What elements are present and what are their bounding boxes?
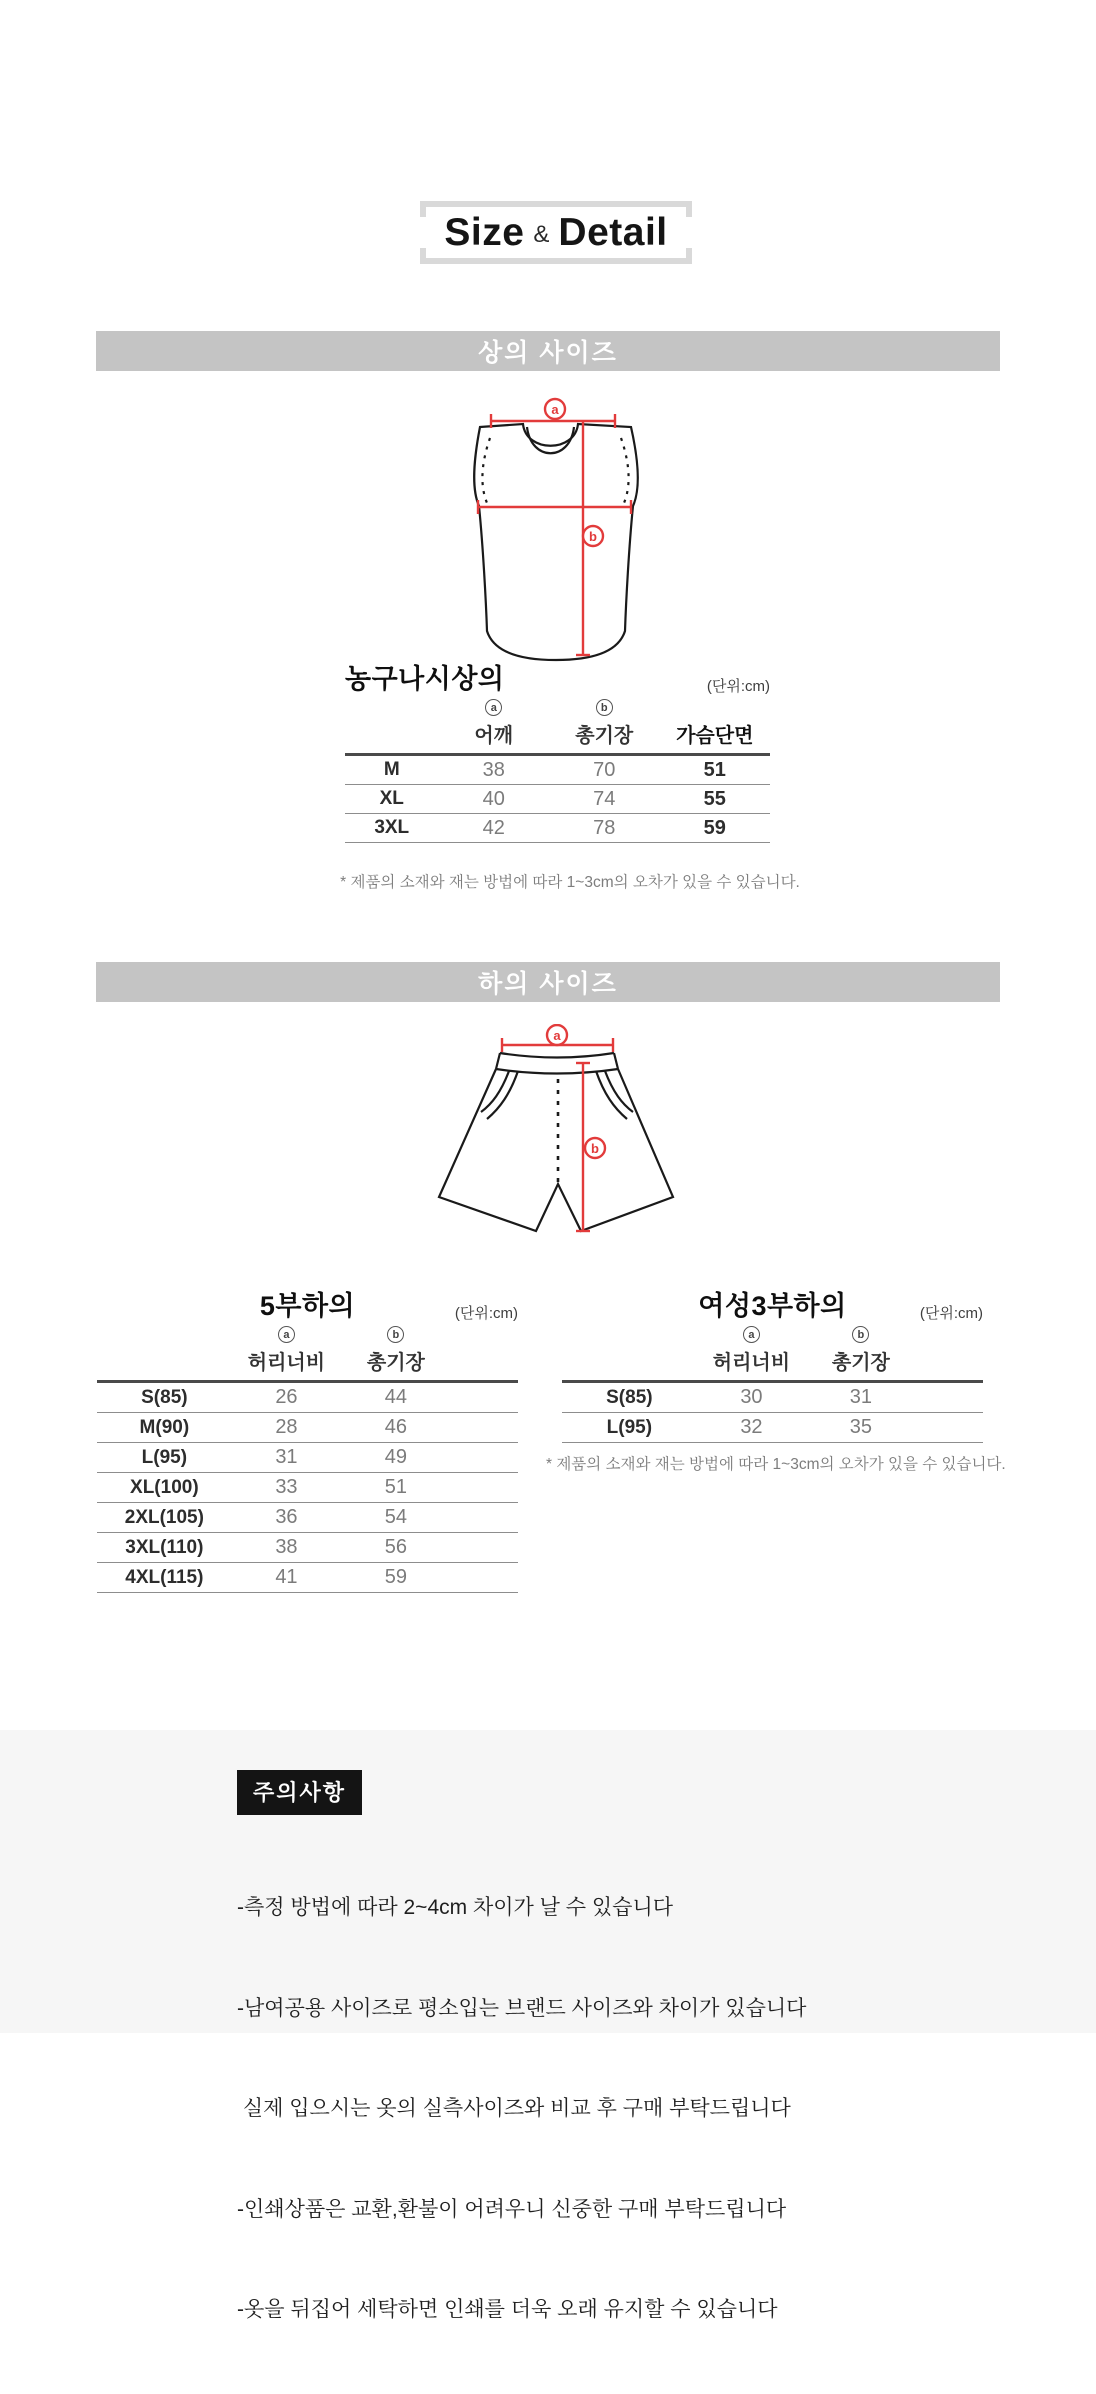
shorts-5bu-table [97,1284,518,1593]
col-a-mark: a [743,1326,760,1343]
col-a-mark: a [278,1326,295,1343]
col-b-label: 총기장 [831,1352,890,1374]
top-table-header [345,657,770,699]
size-note-bottom: * 제품의 소재와 재는 방법에 따라 1~3cm의 오차가 있을 수 있습니다. [546,1456,1006,1473]
table-row: M 38 70 51 [345,756,770,785]
tank-measure-lines [478,399,631,655]
notice-line: 실제 입으시는 옷의 실측사이즈와 비교 후 구매 부탁드립니다 [237,2097,791,2120]
col-b-mark: b [387,1326,404,1343]
page-title-size: Size [444,210,525,254]
page-title [420,201,692,264]
table-row: 4XL(115) 41 59 [97,1563,518,1593]
notice-lines [237,1824,806,2394]
left-table-header [97,1284,518,1326]
bottom-size-banner: 하의 사이즈 [96,962,1000,1002]
right-table-unit: (단위:cm) [919,1305,983,1322]
col-a-label: 허리너비 [247,1352,326,1374]
left-table-title: 5부하의 [259,1291,356,1321]
col-b-mark: b [596,699,613,716]
shorts-outline [439,1053,673,1231]
table-row: 3XL 42 78 59 [345,814,770,843]
col-b-mark: b [852,1326,869,1343]
top-table-columns [345,699,770,756]
table-row: XL 40 74 55 [345,785,770,814]
measure-b-label: b [591,1141,599,1156]
table-row: 2XL(105) 36 54 [97,1503,518,1533]
right-table-title: 여성3부하의 [698,1291,847,1321]
top-table-title: 농구나시상의 [345,664,505,694]
page-title-frame [420,201,692,264]
table-row: L(95) 31 49 [97,1443,518,1473]
col-a-mark: a [485,699,502,716]
shorts-diagram [433,1024,681,1236]
measure-a-label: a [553,1028,561,1043]
col-b-label: 총기장 [366,1352,425,1374]
top-size-banner: 상의 사이즈 [96,331,1000,371]
left-table-unit: (단위:cm) [454,1305,518,1322]
tank-top-diagram [468,396,652,672]
col-b-label: 총기장 [575,725,634,747]
tank-outline [474,424,638,660]
measure-b-label: b [589,529,597,544]
notice-line: -옷을 뒤집어 세탁하면 인쇄를 더욱 오래 유지할 수 있습니다 [237,2298,778,2321]
notice-badge: 주의사항 [237,1770,362,1815]
table-row: 3XL(110) 38 56 [97,1533,518,1563]
table-row: S(85) 30 31 [562,1383,983,1413]
shorts-women3bu-table [562,1284,983,1443]
col-a-label: 어깨 [474,725,514,747]
size-note-top: * 제품의 소재와 재는 방법에 따라 1~3cm의 오차가 있을 수 있습니다. [340,874,800,891]
col-c-label: 가슴단면 [676,725,754,747]
left-table-columns [97,1326,518,1383]
col-a-label: 허리너비 [712,1352,791,1374]
table-row: L(95) 32 35 [562,1413,983,1443]
measure-a-label: a [551,402,559,417]
table-row: S(85) 26 44 [97,1383,518,1413]
notice-section [0,1730,1096,2321]
table-row: M(90) 28 46 [97,1413,518,1443]
notice-line: -측정 방법에 따라 2~4cm 차이가 날 수 있습니다 [237,1896,674,1919]
page-title-ampersand: & [533,220,550,248]
page-title-detail: Detail [558,210,668,254]
notice-line: -인쇄상품은 교환,환불이 어려우니 신중한 구매 부탁드립니다 [237,2197,787,2221]
top-size-table [345,657,770,843]
right-table-columns [562,1326,983,1383]
top-table-unit: (단위:cm) [706,678,770,695]
right-table-header [562,1284,983,1326]
notice-line: -남여공용 사이즈로 평소입는 브랜드 사이즈와 차이가 있습니다 [237,1996,807,2020]
table-row: XL(100) 33 51 [97,1473,518,1503]
